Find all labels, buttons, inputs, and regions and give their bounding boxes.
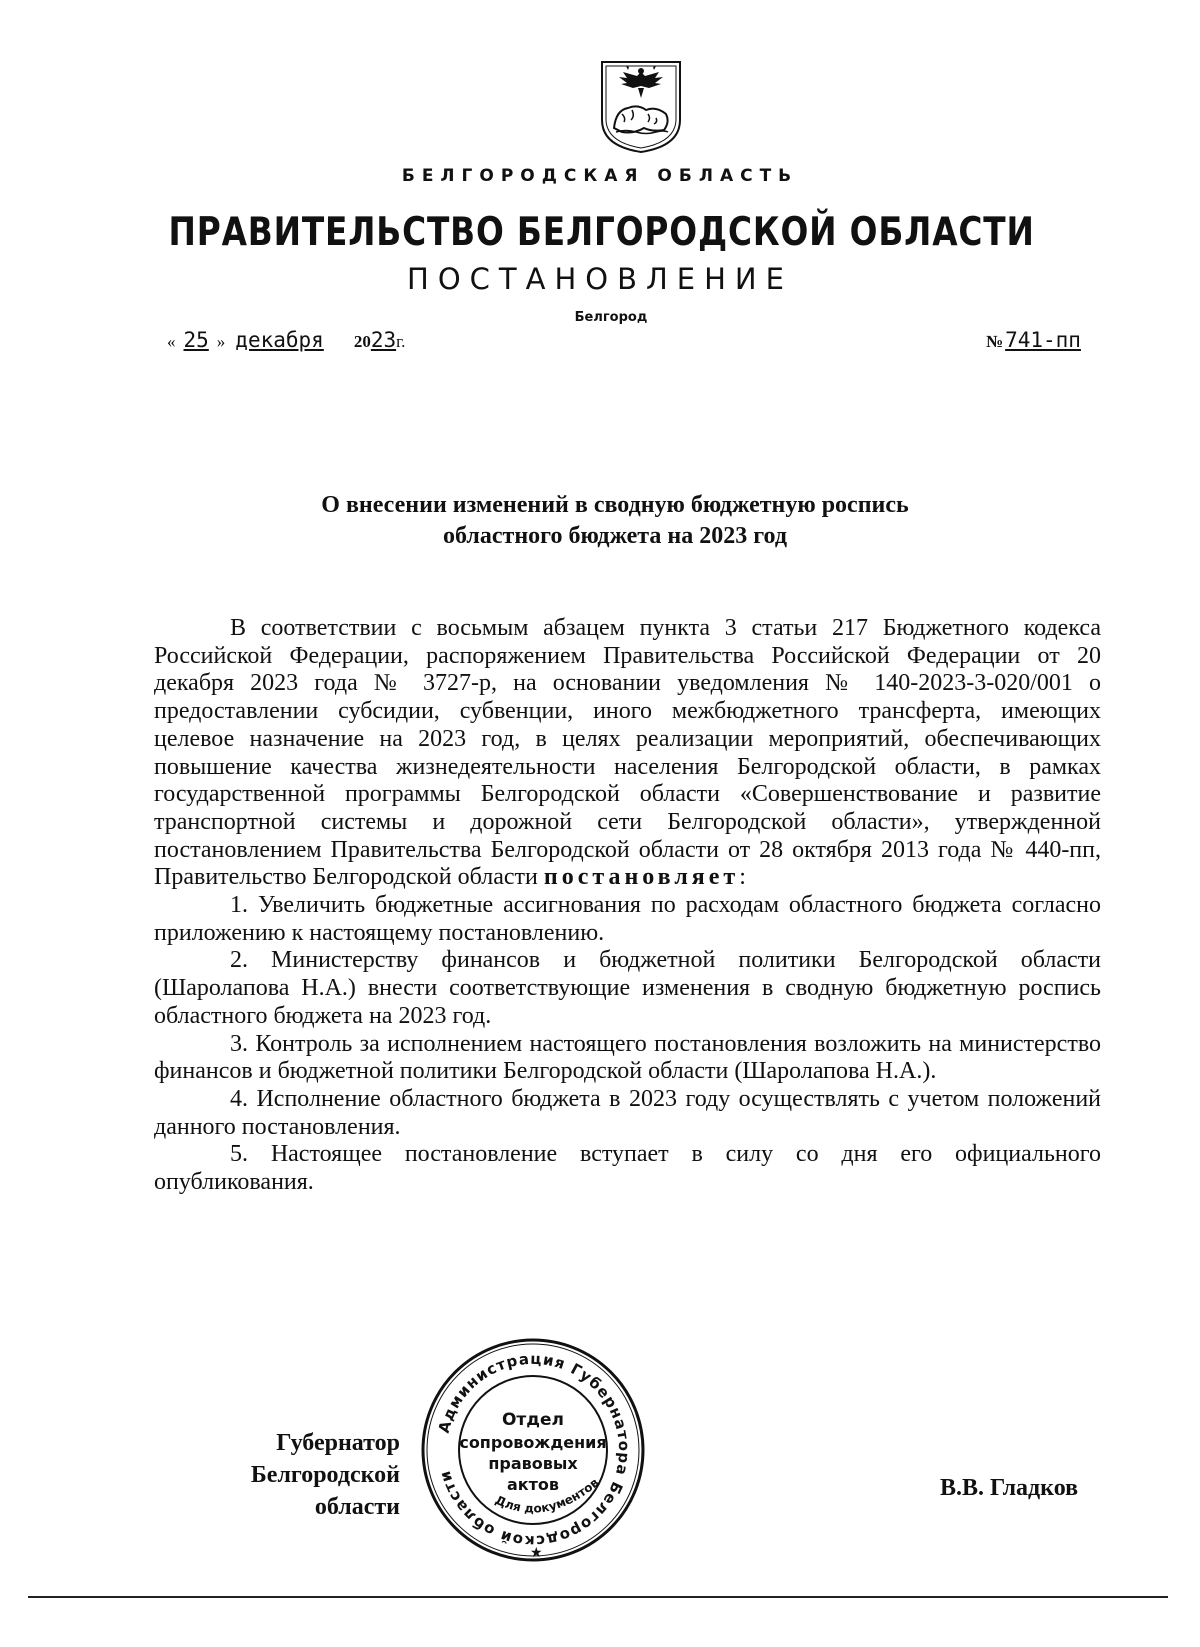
- date-open-quote: «: [167, 332, 176, 351]
- preamble-paragraph: [154, 615, 1101, 892]
- document-date: [167, 328, 405, 352]
- date-day: 25: [183, 328, 209, 352]
- document-type-heading: ПОСТАНОВЛЕНИЕ: [407, 262, 793, 296]
- clause-3: 3. Контроль за исполнением настоящего постановления возложить на министерство финансов и бюджетной политики Белгородской области (Шаролапова Н.А.).: [154, 1030, 1101, 1085]
- position-line-2: Белгородской области: [250, 1462, 400, 1520]
- bottom-rule: [28, 1596, 1168, 1598]
- seal-line-4: актов: [506, 1475, 560, 1494]
- date-month: декабря: [235, 328, 324, 352]
- signatory-position: [170, 1427, 400, 1523]
- clause-4: 4. Исполнение областного бюджета в 2023 году осуществлять с учетом положений данного постановления.: [154, 1085, 1101, 1140]
- resolves-word: постановляет: [543, 864, 740, 891]
- coat-of-arms-icon: [598, 58, 684, 154]
- document-title: [150, 490, 1080, 552]
- signatory-name: В.В. Гладков: [940, 1475, 1079, 1501]
- number-prefix: №: [986, 332, 1004, 351]
- date-year-prefix: 20: [353, 332, 371, 351]
- position-line-1: Губернатор: [276, 1430, 400, 1456]
- svg-text:★: ★: [530, 1545, 543, 1561]
- city-label: Белгород: [574, 310, 648, 325]
- date-year-unit: г.: [396, 332, 406, 351]
- region-heading: БЕЛГОРОДСКАЯ ОБЛАСТЬ: [401, 166, 799, 186]
- title-line-2: областного бюджета на 2023 год: [443, 523, 787, 549]
- seal-bottom-text: Для документов: [493, 1475, 602, 1516]
- date-close-quote: »: [216, 332, 226, 351]
- number-value: 741-пп: [1005, 328, 1081, 352]
- date-year-suffix: 23: [370, 328, 397, 352]
- document-body: [154, 615, 1101, 1197]
- government-heading: ПРАВИТЕЛЬСТВО БЕЛГОРОДСКОЙ ОБЛАСТИ: [168, 210, 1035, 255]
- seal-outer-text: Администрация Губернатора Белгородской области: [434, 1349, 634, 1551]
- preamble-text: В соответствии с восьмым абзацем пункта 3 статьи 217 Бюджетного кодекса Российской Федерации, распоряжением Правительства Российской Федерации от 20 декабря 2023 года № 3727-р, на основании уведомления № 140-2023-3-020/001 о предоставлении субсидии, субвенции, иного межбюджетного трансферта, имеющих целевое назначение на 2023 год, в целях реализации мероприятий, обеспечивающих повышение качества жизнедеятельности населения Белгородской области, в рамках государственной программы Белгородской области «Совершенствование и развитие транспортной системы и дорожной сети Белгородской области», утвержденной постановлением Правительства Белгородской области от 28 октября 2013 года № 440-пп, Правительство Белгородской области: [154, 615, 1101, 891]
- resolves-colon: :: [739, 864, 746, 891]
- title-line-1: О внесении изменений в сводную бюджетную роспись: [321, 492, 909, 518]
- seal-line-1: Отдел: [501, 1410, 565, 1430]
- document-number: [986, 328, 1101, 352]
- seal-line-3: правовых: [488, 1454, 578, 1473]
- seal-line-2: сопровождения: [459, 1433, 607, 1452]
- official-seal: [418, 1335, 648, 1565]
- clause-2: 2. Министерству финансов и бюджетной политики Белгородской области (Шаролапова Н.А.) внести соответствующие изменения в сводную бюджетную роспись областного бюджета на 2023 год.: [154, 947, 1101, 1029]
- clause-1: 1. Увеличить бюджетные ассигнования по расходам областного бюджета согласно приложению к настоящему постановлению.: [154, 892, 1101, 946]
- clause-5: 5. Настоящее постановление вступает в силу со дня его официального опубликования.: [154, 1141, 1101, 1196]
